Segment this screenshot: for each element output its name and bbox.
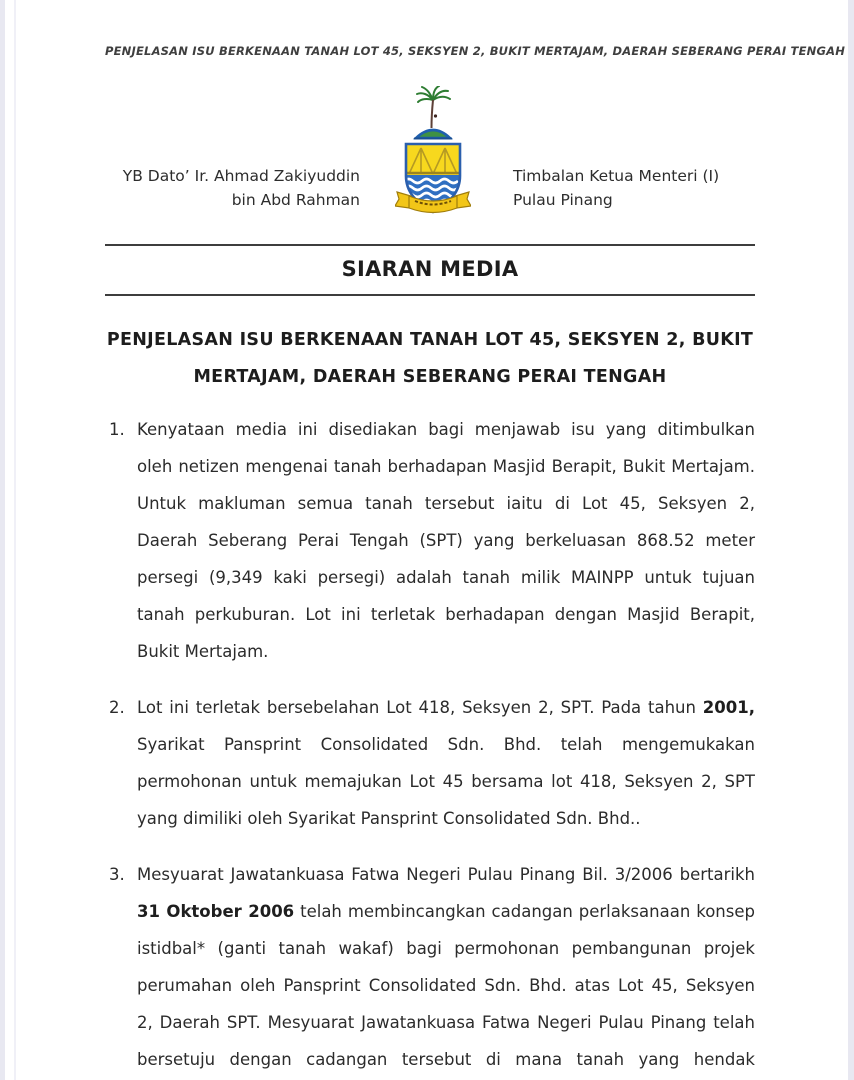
- text-line: 31 Oktober 2006 telah membincangkan cadangan perlaksanaan konsep: [137, 902, 755, 921]
- office-title-block: [513, 164, 755, 222]
- office-title-line1: Timbalan Ketua Menteri (I): [513, 167, 720, 185]
- paragraph-list: [105, 411, 755, 1078]
- text-line: Mesyuarat Jawatankuasa Fatwa Negeri Pulau Pinang Bil. 3/2006 bertarikh: [137, 865, 755, 884]
- list-item: [105, 411, 755, 670]
- text-line: bersetuju dengan cadangan tersebut di mana tanah yang hendak: [137, 1050, 755, 1069]
- document-heading-line1: PENJELASAN ISU BERKENAAN TANAH LOT 45, SEKSYEN 2, BUKIT: [106, 330, 754, 350]
- window-edge-left: [0, 0, 5, 1080]
- window-edge-right: [848, 0, 854, 1080]
- running-header: PENJELASAN ISU BERKENAAN TANAH LOT 45, SEKSYEN 2, BUKIT MERTAJAM, DAERAH SEBERANG PERAI TENGAH: [105, 44, 846, 58]
- text-line: Lot ini terletak bersebelahan Lot 418, Seksyen 2, SPT. Pada tahun 2001,: [137, 698, 755, 717]
- document-heading: [105, 322, 755, 396]
- banner-title: SIARAN MEDIA: [341, 257, 519, 281]
- text-line: permohonan untuk memajukan Lot 45 bersama lot 418, Seksyen 2, SPT: [137, 772, 755, 791]
- author-name-line2: bin Abd Rahman: [231, 191, 360, 209]
- list-item-number: 2.: [109, 698, 125, 717]
- text-line: Untuk makluman semua tanah tersebut iaitu di Lot 45, Seksyen 2,: [137, 494, 755, 513]
- document-heading-line2: MERTAJAM, DAERAH SEBERANG PERAI TENGAH: [193, 367, 667, 387]
- page-content: [105, 0, 846, 1078]
- page-edge-line: [14, 0, 16, 1080]
- text-line: yang dimiliki oleh Syarikat Pansprint Consolidated Sdn. Bhd..: [137, 809, 641, 828]
- text-line: persegi (9,349 kaki persegi) adalah tanah milik MAINPP untuk tujuan: [137, 568, 755, 587]
- list-item: [105, 689, 755, 837]
- list-item-text: [137, 689, 755, 837]
- text-line: Kenyataan media ini disediakan bagi menjawab isu yang ditimbulkan: [137, 420, 755, 439]
- list-item-number: 3.: [109, 865, 125, 884]
- author-name-line1: YB Dato’ Ir. Ahmad Zakiyuddin: [122, 167, 360, 185]
- office-title-line2: Pulau Pinang: [513, 191, 613, 209]
- text-line: istidbal* (ganti tanah wakaf) bagi permohonan pembangunan projek: [137, 939, 755, 958]
- text-line: Daerah Seberang Perai Tengah (SPT) yang berkeluasan 868.52 meter: [137, 531, 755, 550]
- palm-tree-icon: [417, 86, 450, 102]
- text-line: 2, Daerah SPT. Mesyuarat Jawatankuasa Fatwa Negeri Pulau Pinang telah: [137, 1013, 755, 1032]
- list-item-text: [137, 411, 755, 670]
- text-line: tanah perkuburan. Lot ini terletak berhadapan dengan Masjid Berapit,: [137, 605, 755, 624]
- text-line: perumahan oleh Pansprint Consolidated Sdn. Bhd. atas Lot 45, Seksyen: [137, 976, 755, 995]
- letterhead: [105, 86, 755, 222]
- author-name-block: [105, 164, 360, 222]
- penang-state-crest-logo: [395, 86, 471, 222]
- list-item-number: 1.: [109, 420, 125, 439]
- list-item-text: [137, 856, 755, 1078]
- text-line: oleh netizen mengenai tanah berhadapan Masjid Berapit, Bukit Mertajam.: [137, 457, 755, 476]
- list-item: [105, 856, 755, 1078]
- text-line: Bukit Mertajam.: [137, 642, 269, 661]
- text-line: Syarikat Pansprint Consolidated Sdn. Bhd. telah mengemukakan: [137, 735, 755, 754]
- banner-divider-bottom: [105, 294, 755, 296]
